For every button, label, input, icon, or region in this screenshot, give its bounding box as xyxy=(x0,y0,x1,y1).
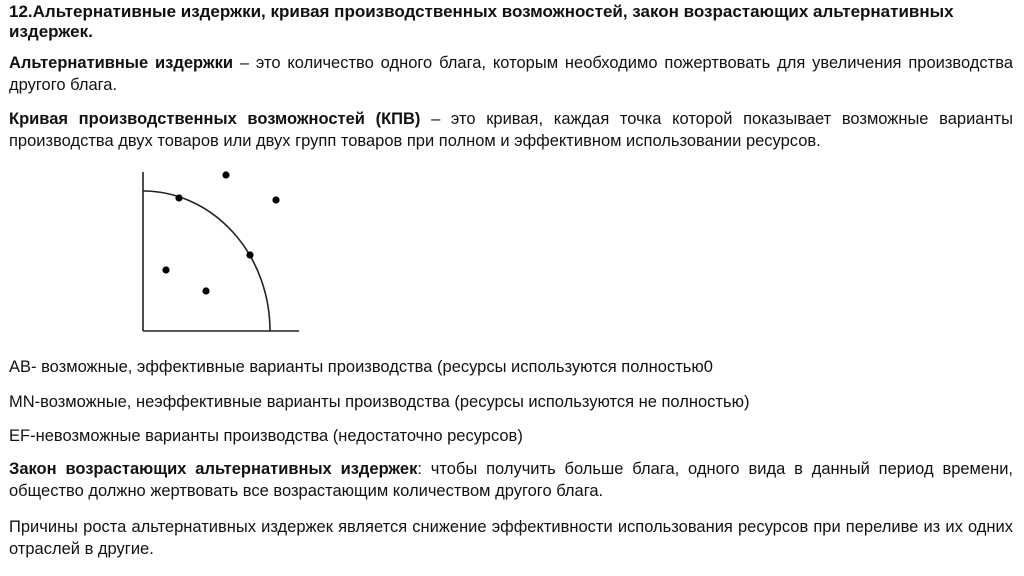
ppf-curve xyxy=(143,191,270,331)
definition-ppf xyxy=(9,108,1013,152)
point-b-on-curve xyxy=(246,251,253,258)
definition-text: – это количество одного блага, которым необходимо пожертвовать для увеличения производства другого блага. xyxy=(9,54,1013,94)
graph-note-ab: АВ- возможные, эффективные варианты производства (ресурсы используются полностью0 xyxy=(9,358,713,376)
point-n-inside xyxy=(202,287,209,294)
point-e-outside xyxy=(222,171,229,178)
definition-term: Кривая производственных возможностей (КПВ) xyxy=(9,110,421,128)
ppf-chart xyxy=(120,160,300,345)
point-m-inside xyxy=(162,266,169,273)
reasons-paragraph: Причины роста альтернативных издержек является снижение эффективности использования ресурсов при переливе из их одних отраслей в другие. xyxy=(9,518,1013,558)
point-f-outside xyxy=(272,196,279,203)
graph-note-ef: EF-невозможные варианты производства (недостаточно ресурсов) xyxy=(9,427,523,445)
page-title: 12.Альтернативные издержки, кривая производственных возможностей, закон возрастающих альтернативных издержек. xyxy=(9,2,954,41)
law-text: : чтобы получить больше блага, одного вида в данный период времени, общество должно жертвовать все возрастающим количеством другого блага. xyxy=(9,460,1013,500)
law-increasing-costs xyxy=(9,458,1013,502)
definition-text: – это кривая, каждая точка которой показывает возможные варианты производства двух товаров или двух групп товаров при полном и эффективном использовании ресурсов. xyxy=(9,110,1013,150)
point-a-on-curve xyxy=(175,194,182,201)
graph-note-mn: MN-возможные, неэффективные варианты производства (ресурсы используются не полностью) xyxy=(9,393,750,411)
definition-term: Альтернативные издержки xyxy=(9,54,233,72)
law-term: Закон возрастающих альтернативных издержек xyxy=(9,460,418,478)
definition-opportunity-cost xyxy=(9,52,1013,96)
